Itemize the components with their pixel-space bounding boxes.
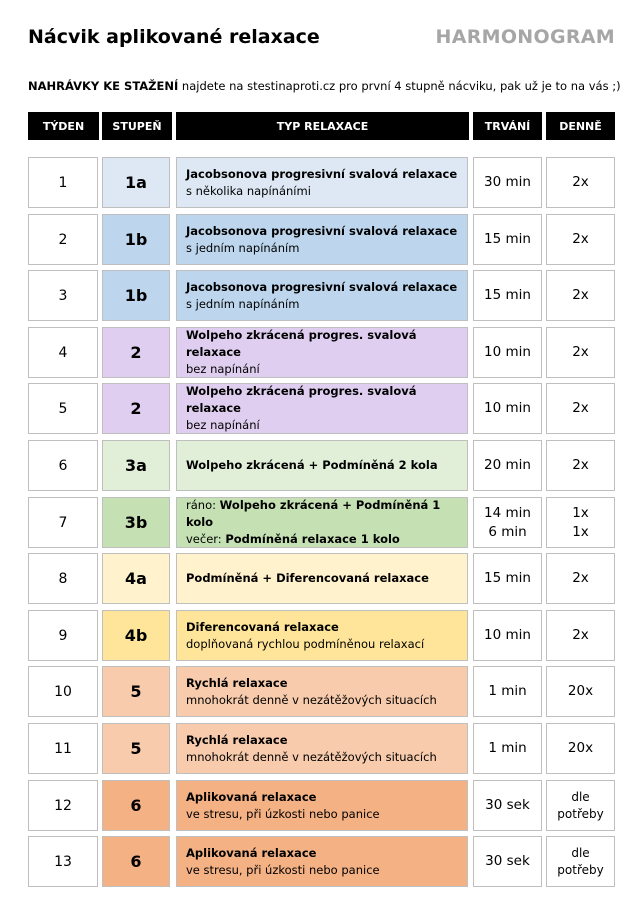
duration-value: 30 min (484, 174, 531, 190)
relaxation-type-cell (176, 553, 468, 604)
type-name: Jacobsonova progresivní svalová relaxace (186, 279, 458, 294)
daily-cell (546, 836, 615, 887)
daily-value: 2x (572, 344, 589, 360)
daily-cell (546, 723, 615, 774)
column-header-stage: STUPEŇ (102, 112, 172, 140)
type-detail: s jedním napínáním (186, 240, 300, 255)
download-note (28, 79, 621, 93)
relaxation-type-cell (176, 723, 468, 774)
daily-value: 2x (572, 400, 589, 416)
type-detail: bez napínání (186, 418, 260, 432)
duration-value: 20 min (484, 457, 531, 473)
daily-value: 1x (572, 523, 589, 540)
daily-value: 2x (572, 627, 589, 643)
type-detail: ve stresu, při úzkosti nebo panice (186, 806, 380, 821)
type-prefix: ráno: (186, 498, 220, 512)
relaxation-type-cell (176, 497, 468, 548)
duration-cell (473, 610, 542, 661)
duration-value: 15 min (484, 231, 531, 247)
stage-cell: 2 (102, 383, 170, 434)
daily-cell (546, 553, 615, 604)
type-name: Wolpeho zkrácená + Podmíněná 2 kola (186, 458, 438, 472)
relaxation-type-text (186, 166, 457, 200)
week-cell: 10 (28, 666, 98, 717)
column-header-daily: DENNĚ (546, 112, 615, 140)
type-name: Diferencovaná relaxace (186, 619, 339, 634)
duration-value: 14 min (484, 504, 531, 521)
duration-cell (473, 780, 542, 831)
duration-value: 10 min (484, 400, 531, 416)
daily-value: 20x (567, 740, 594, 756)
stage-cell: 4b (102, 610, 170, 661)
daily-value: 1x (572, 504, 589, 521)
duration-value: 10 min (484, 627, 531, 643)
type-detail: ve stresu, při úzkosti nebo panice (186, 862, 380, 877)
type-detail: bez napínání (186, 362, 260, 376)
relaxation-type-cell (176, 157, 468, 208)
stage-cell: 6 (102, 780, 170, 831)
week-cell: 11 (28, 723, 98, 774)
duration-cell (473, 666, 542, 717)
stage-cell: 3b (102, 497, 170, 548)
daily-cell (546, 780, 615, 831)
duration-cell (473, 157, 542, 208)
type-prefix: večer: (186, 532, 226, 546)
type-name: Wolpeho zkrácená progres. svalová relaxace (186, 328, 417, 359)
type-name: Podmíněná + Diferencovaná relaxace (186, 571, 429, 585)
daily-value: 2x (572, 174, 589, 190)
type-name: Wolpeho zkrácená progres. svalová relaxace (186, 384, 417, 415)
duration-cell (473, 497, 542, 548)
relaxation-type-cell (176, 610, 468, 661)
daily-cell (546, 327, 615, 378)
stage-cell: 1b (102, 214, 170, 265)
week-cell: 5 (28, 383, 98, 434)
daily-cell (546, 610, 615, 661)
week-cell: 13 (28, 836, 98, 887)
daily-value: 2x (572, 570, 589, 586)
daily-value: 2x (572, 231, 589, 247)
stage-cell: 6 (102, 836, 170, 887)
duration-cell (473, 327, 542, 378)
column-header-duration: TRVÁNÍ (473, 112, 542, 140)
daily-value: potřeby (557, 806, 604, 821)
type-name: Rychlá relaxace (186, 675, 288, 690)
duration-value: 30 sek (485, 853, 530, 869)
week-cell: 7 (28, 497, 98, 548)
type-name: Wolpeho zkrácená + Podmíněná 1 kolo (186, 498, 441, 529)
daily-cell (546, 440, 615, 491)
duration-cell (473, 383, 542, 434)
duration-value: 10 min (484, 344, 531, 360)
download-note-bold: NAHRÁVKY KE STAŽENÍ (28, 79, 179, 93)
daily-value: 2x (572, 457, 589, 473)
duration-cell (473, 214, 542, 265)
duration-value: 6 min (488, 523, 527, 540)
relaxation-type-cell (176, 270, 468, 321)
relaxation-type-text (186, 457, 438, 474)
week-cell: 12 (28, 780, 98, 831)
page-title: Nácvik aplikované relaxace (28, 26, 320, 48)
duration-cell (473, 553, 542, 604)
daily-value: dle (571, 845, 590, 860)
relaxation-type-cell (176, 327, 468, 378)
relaxation-type-cell (176, 383, 468, 434)
relaxation-type-text (186, 732, 437, 766)
type-detail: Podmíněná relaxace 1 kolo (225, 532, 400, 546)
relaxation-type-cell (176, 836, 468, 887)
daily-value: potřeby (557, 862, 604, 877)
week-cell: 1 (28, 157, 98, 208)
daily-cell (546, 270, 615, 321)
week-cell: 6 (28, 440, 98, 491)
stage-cell: 2 (102, 327, 170, 378)
type-name: Jacobsonova progresivní svalová relaxace (186, 223, 458, 238)
type-detail: s několika napínáními (186, 183, 311, 198)
column-header-type: TYP RELAXACE (176, 112, 469, 140)
relaxation-type-text (186, 675, 437, 709)
daily-cell (546, 497, 615, 548)
relaxation-type-text (186, 619, 424, 653)
download-note-text: najdete na stestinaproti.cz pro první 4 stupně nácviku, pak už je to na vás ;) (178, 79, 621, 93)
relaxation-type-text (186, 570, 429, 587)
stage-cell: 5 (102, 666, 170, 717)
daily-value: 2x (572, 287, 589, 303)
stage-cell: 3a (102, 440, 170, 491)
relaxation-type-text (186, 497, 467, 548)
duration-value: 15 min (484, 570, 531, 586)
relaxation-type-cell (176, 666, 468, 717)
daily-value: 20x (567, 683, 594, 699)
relaxation-type-cell (176, 440, 468, 491)
week-cell: 8 (28, 553, 98, 604)
type-name: Rychlá relaxace (186, 732, 288, 747)
week-cell: 3 (28, 270, 98, 321)
relaxation-type-cell (176, 780, 468, 831)
duration-value: 1 min (488, 740, 527, 756)
duration-cell (473, 440, 542, 491)
duration-cell (473, 270, 542, 321)
stage-cell: 5 (102, 723, 170, 774)
type-detail: mnohokrát denně v nezátěžových situacích (186, 692, 437, 707)
daily-value: dle (571, 789, 590, 804)
column-header-week: TÝDEN (28, 112, 99, 140)
brand-label: HARMONOGRAM (435, 26, 615, 48)
daily-cell (546, 214, 615, 265)
daily-cell (546, 666, 615, 717)
relaxation-type-cell (176, 214, 468, 265)
duration-value: 15 min (484, 287, 531, 303)
stage-cell: 1b (102, 270, 170, 321)
type-name: Aplikovaná relaxace (186, 845, 317, 860)
relaxation-type-text (186, 789, 380, 823)
duration-value: 30 sek (485, 797, 530, 813)
type-detail: mnohokrát denně v nezátěžových situacích (186, 749, 437, 764)
duration-cell (473, 723, 542, 774)
relaxation-type-text (186, 383, 467, 434)
type-name: Aplikovaná relaxace (186, 789, 317, 804)
relaxation-type-text (186, 279, 457, 313)
daily-cell (546, 157, 615, 208)
relaxation-type-text (186, 327, 467, 378)
week-cell: 2 (28, 214, 98, 265)
daily-cell (546, 383, 615, 434)
type-name: Jacobsonova progresivní svalová relaxace (186, 166, 458, 181)
duration-cell (473, 836, 542, 887)
relaxation-type-text (186, 845, 380, 879)
type-detail: s jedním napínáním (186, 296, 300, 311)
stage-cell: 1a (102, 157, 170, 208)
stage-cell: 4a (102, 553, 170, 604)
type-detail: doplňovaná rychlou podmíněnou relaxací (186, 636, 425, 651)
duration-value: 1 min (488, 683, 527, 699)
relaxation-type-text (186, 223, 457, 257)
week-cell: 4 (28, 327, 98, 378)
week-cell: 9 (28, 610, 98, 661)
